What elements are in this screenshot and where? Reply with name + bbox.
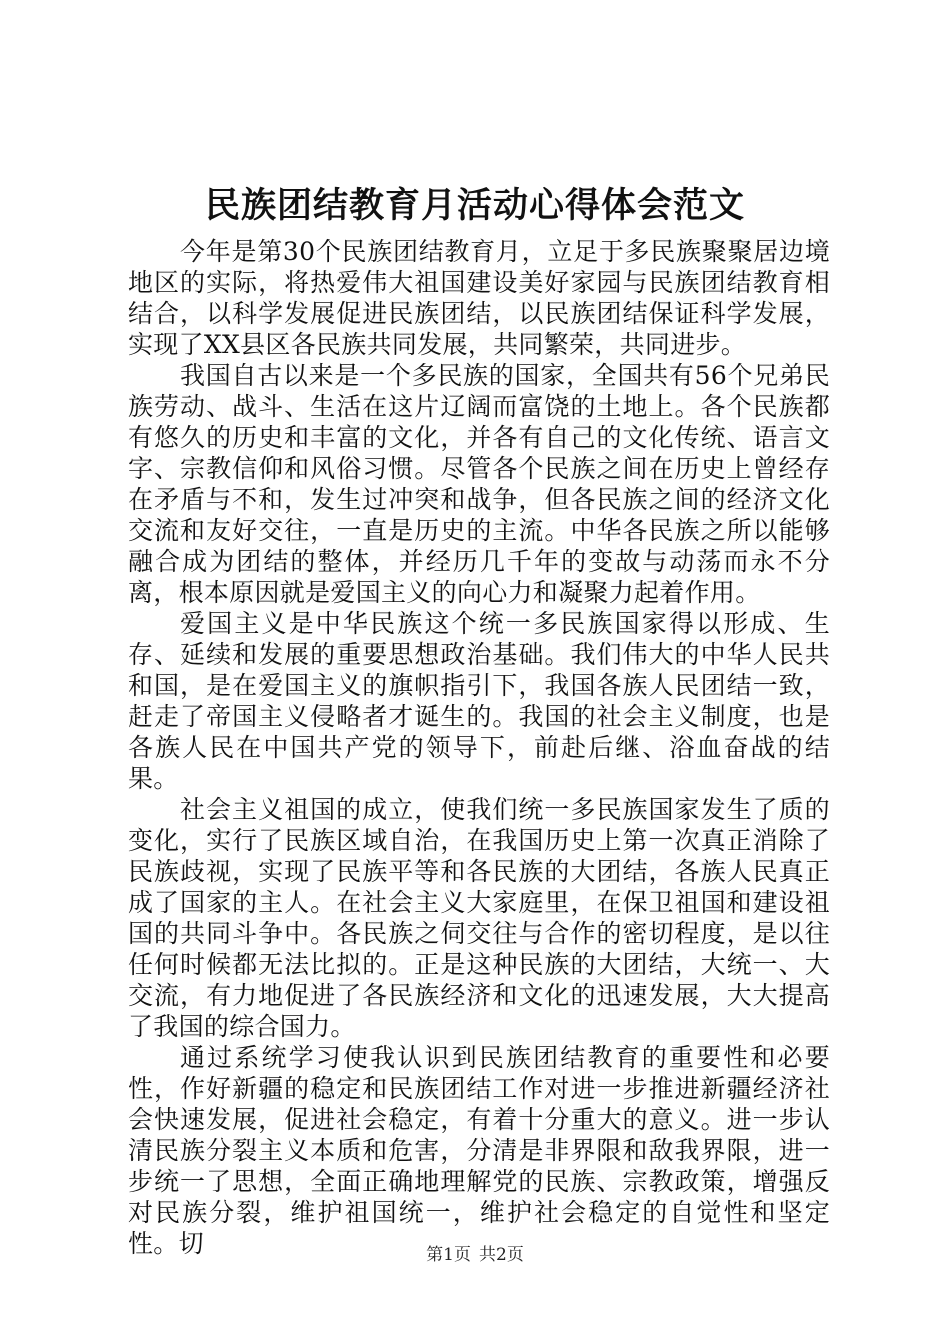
paragraph-1: 今年是第30个民族团结教育月，立足于多民族聚聚居边境地区的实际，将热爱伟大祖国建设美好家园与民族团结教育相结合，以科学发展促进民族团结，以民族团结保证科学发展，实现了XX县区各民族共同发展，共同繁荣，共同进步。	[128, 237, 830, 359]
page-footer	[0, 1244, 950, 1266]
paragraph-3: 爱国主义是中华民族这个统一多民族国家得以形成、生存、延续和发展的重要思想政治基础。我们伟大的中华人民共和国，是在爱国主义的旗帜指引下，我国各族人民团结一致，赶走了帝国主义侵略者才诞生的。我国的社会主义制度，也是各族人民在中国共产党的领导下，前赴后继、浴血奋战的结果。	[128, 609, 830, 793]
page-number-total: 共2页	[479, 1245, 524, 1265]
paragraph-4: 社会主义祖国的成立，使我们统一多民族国家发生了质的变化，实行了民族区域自治，在我国历史上第一次真正消除了民族歧视，实现了民族平等和各民族的大团结，各族人民真正成了国家的主人。在社会主义大家庭里，在保卫祖国和建设祖国的共同斗争中。各民族之伺交往与合作的密切程度，是以往任何时候都无法比拟的。正是这种民族的大团结，大统一、大交流，有力地促进了各民族经济和文化的迅速发展，大大提高了我国的综合国力。	[128, 795, 830, 1041]
document-title: 民族团结教育月活动心得体会范文	[204, 185, 745, 226]
paragraph-5: 通过系统学习使我认识到民族团结教育的重要性和必要性，作好新疆的稳定和民族团结工作对进一步推进新疆经济社会快速发展，促进社会稳定，有着十分重大的意义。进一步认清民族分裂主义本质和危害，分清是非界限和敌我界限，进一步统一了思想，全面正确地理解党的民族、宗教政策，增强反对民族分裂，维护祖国统一，维护社会稳定的自觉性和坚定性。切	[128, 1043, 830, 1258]
document-body	[128, 236, 830, 1259]
paragraph-2: 我国自古以来是一个多民族的国家，全国共有56个兄弟民族劳动、战斗、生活在这片辽阔而富饶的土地上。各个民族都有悠久的历史和丰富的文化，并各有自己的文化传统、语言文字、宗教信仰和风俗习惯。尽管各个民族之间在历史上曾经存在矛盾与不和，发生过冲突和战争，但各民族之间的经济文化交流和友好交往，一直是历史的主流。中华各民族之所以能够融合成为团结的整体，并经历几千年的变故与动荡而永不分离，根本原因就是爱国主义的向心力和凝聚力起着作用。	[128, 361, 830, 607]
page-number-current: 第1页	[426, 1245, 471, 1265]
